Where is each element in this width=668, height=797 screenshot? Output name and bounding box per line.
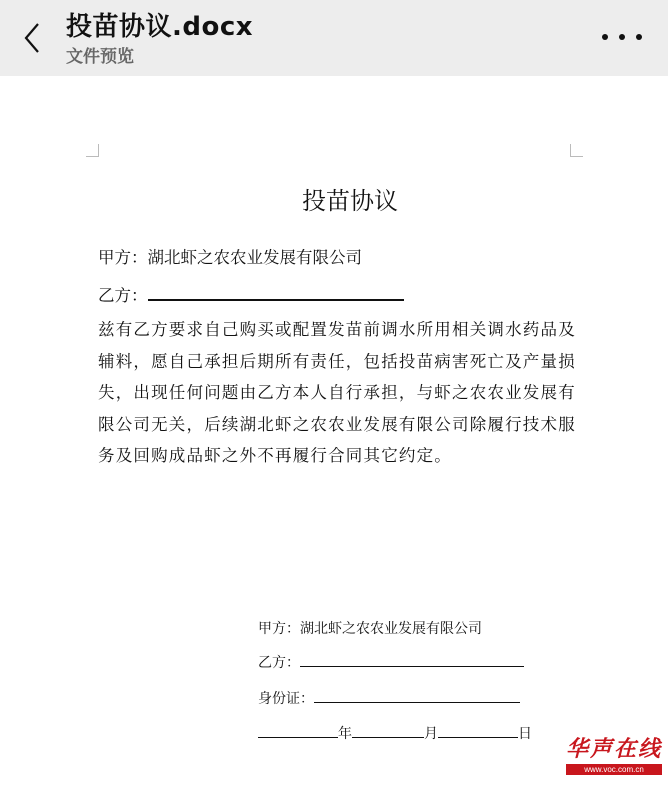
- page-margin-mark: [86, 144, 99, 157]
- more-horizontal-icon: [602, 34, 608, 40]
- watermark-url: www.voc.com.cn: [566, 764, 662, 775]
- party-b-blank: [148, 285, 404, 301]
- party-a-value: 湖北虾之农农业发展有限公司: [147, 248, 362, 267]
- back-button[interactable]: [18, 20, 48, 56]
- id-line: [258, 688, 520, 708]
- file-title: 投苗协议.docx: [66, 12, 254, 42]
- sig-party-b-line: [258, 652, 524, 672]
- party-b-label: 乙方：: [98, 286, 148, 305]
- file-subtitle: 文件预览: [66, 47, 134, 67]
- sig-party-b-blank: [300, 655, 524, 667]
- page-margin-mark: [570, 144, 583, 157]
- chevron-left-icon: [18, 20, 48, 56]
- more-horizontal-icon: [636, 34, 642, 40]
- watermark-logo: [566, 736, 662, 790]
- year-label: 年: [338, 726, 352, 742]
- date-line: [258, 723, 532, 743]
- month-label: 月: [424, 726, 438, 742]
- more-horizontal-icon: [619, 34, 625, 40]
- month-blank: [352, 726, 424, 738]
- year-blank: [258, 726, 338, 738]
- party-a-label: 甲方：: [98, 248, 148, 267]
- id-label: 身份证：: [258, 691, 314, 707]
- agreement-body: 兹有乙方要求自己购买或配置发苗前调水所用相关调水药品及辅料，愿自己承担后期所有责任，包括投苗病害死亡及产量损失，出现任何问题由乙方本人自行承担，与虾之农农业发展有限公司无关，后续湖北虾之农农业发展有限公司除履行技术服务及回购成品虾之外不再履行合同其它约定。: [98, 320, 576, 465]
- party-a-line: [98, 244, 362, 268]
- party-b-line: [98, 282, 404, 306]
- top-bar: [0, 0, 668, 76]
- sig-party-a-value: 湖北虾之农农业发展有限公司: [300, 621, 482, 637]
- sig-party-a-line: [258, 618, 482, 638]
- watermark-text: 华声在线: [566, 736, 663, 762]
- sig-party-a-label: 甲方：: [258, 621, 300, 637]
- sig-party-b-label: 乙方：: [258, 655, 300, 671]
- more-options-button[interactable]: [602, 26, 642, 48]
- day-blank: [438, 726, 518, 738]
- id-blank: [314, 691, 520, 703]
- document-title: 投苗协议: [302, 187, 398, 215]
- day-label: 日: [518, 726, 532, 742]
